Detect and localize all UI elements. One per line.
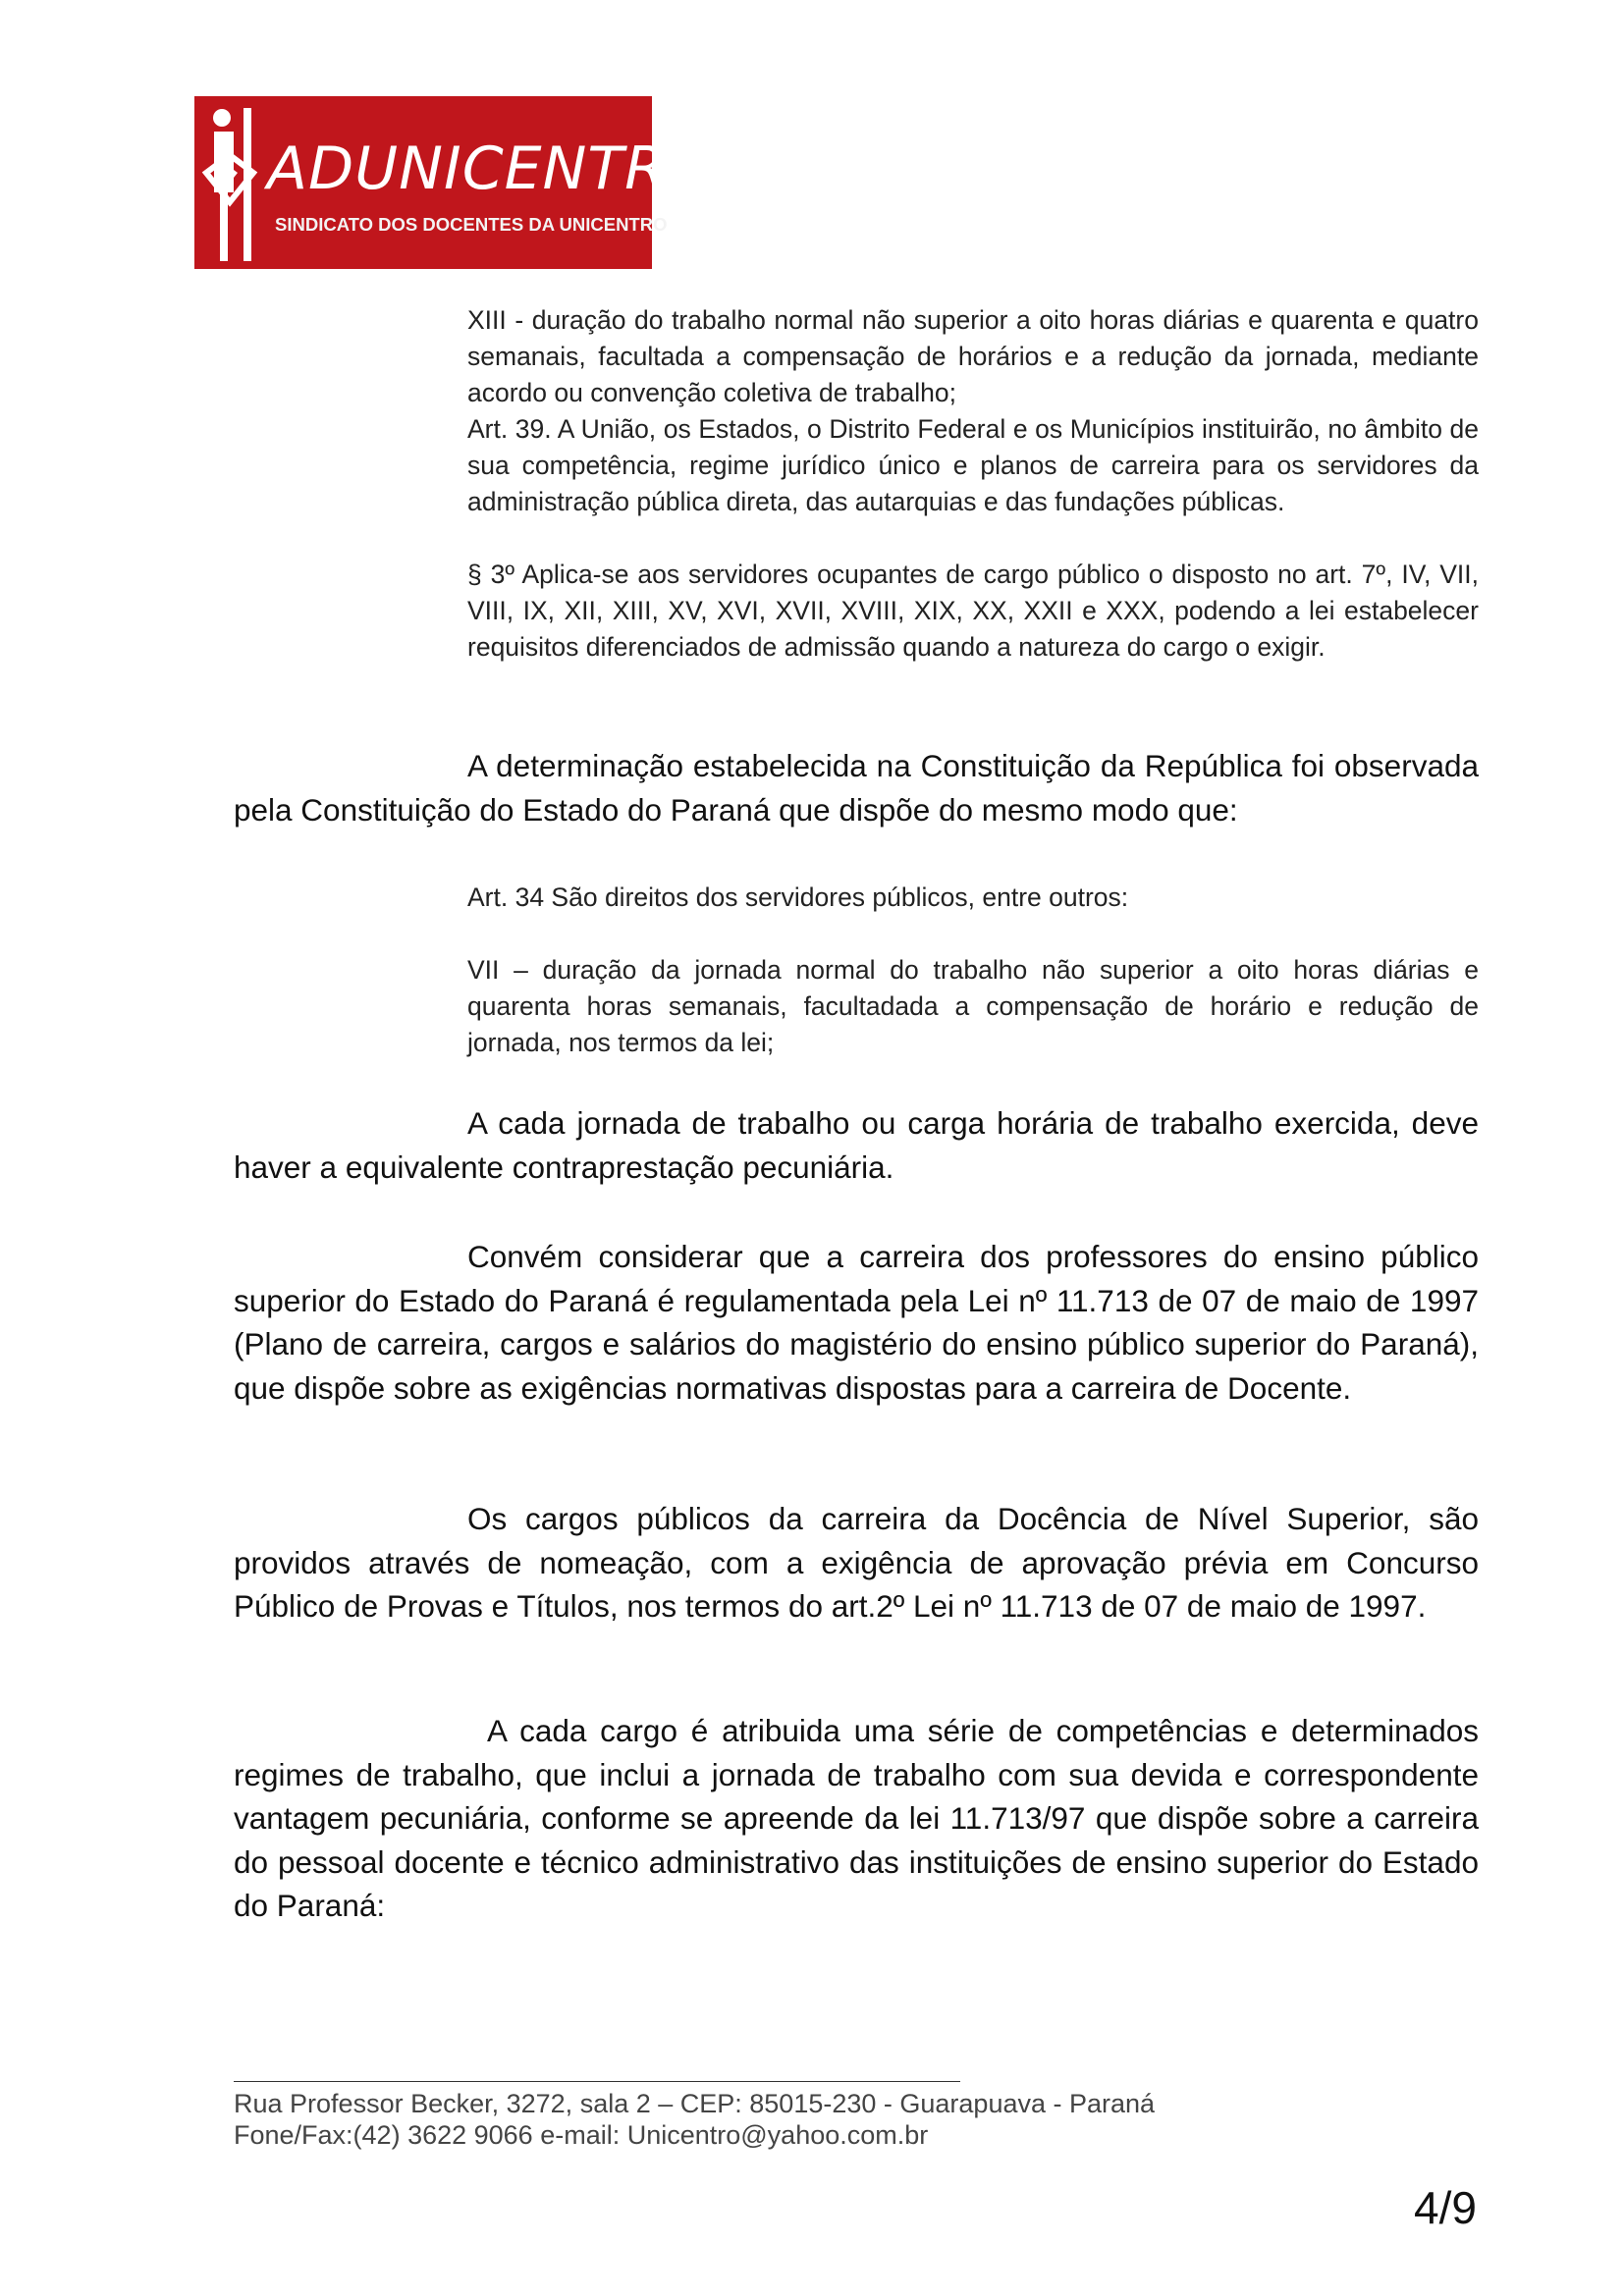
paragraph-text: A cada jornada de trabalho ou carga horária de trabalho exercida, deve haver a equivalente contraprestação pecuniária.	[234, 1105, 1479, 1185]
quote-block-state-constitution	[467, 880, 1479, 1061]
paragraph-text: A determinação estabelecida na Constituição da República foi observada pela Constituição do Estado do Paraná que dispõe do mesmo modo que:	[234, 748, 1479, 828]
body-paragraph	[234, 1101, 1479, 1189]
paragraph-text: Convém considerar que a carreira dos professores do ensino público superior do Estado do Paraná é regulamentada pela Lei nº 11.713 de 07 de maio de 1997 (Plano de carreira, cargos e salários do magistério do ensino público superior do Paraná), que dispõe sobre as exigências normativas dispostas para a carreira de Docente.	[234, 1239, 1479, 1406]
body-paragraph	[234, 1497, 1479, 1629]
quote-paragraph: XIII - duração do trabalho normal não superior a oito horas diárias e quarenta e quatro semanais, facultada a compensação de horários e a redução da jornada, mediante acordo ou convenção coletiva de trabalho;	[467, 305, 1479, 407]
logo-subtitle: SINDICATO DOS DOCENTES DA UNICENTRO	[275, 214, 668, 235]
person-figure-icon	[200, 104, 259, 265]
quote-block-constitution	[467, 302, 1479, 666]
quote-paragraph: VII – duração da jornada normal do trabalho não superior a oito horas diárias e quarenta horas semanais, facultadada a compensação de horário e redução de jornada, nos termos da lei;	[467, 955, 1479, 1057]
body-paragraph	[234, 1709, 1479, 1928]
paragraph-text: Os cargos públicos da carreira da Docência de Nível Superior, são providos através de nomeação, com a exigência de aprovação prévia em Concurso Público de Provas e Títulos, nos termos do art.2º Lei nº 11.713 de 07 de maio de 1997.	[234, 1501, 1479, 1624]
quote-paragraph: Art. 34 São direitos dos servidores públicos, entre outros:	[467, 882, 1129, 912]
paragraph-text: A cada cargo é atribuida uma série de competências e determinados regimes de trabalho, que inclui a jornada de trabalho com sua devida e correspondente vantagem pecuniária, conforme se apreende da lei 11.713/97 que dispõe sobre a carreira do pessoal docente e técnico administrativo das instituições de ensino superior do Estado do Paraná:	[234, 1713, 1479, 1923]
body-paragraph	[234, 1235, 1479, 1410]
union-logo	[194, 96, 714, 269]
footer-contact: Fone/Fax:(42) 3622 9066 e-mail: Unicentro@yahoo.com.br	[234, 2120, 929, 2150]
body-paragraph	[234, 744, 1479, 831]
page-number: 4/9	[1414, 2182, 1477, 2233]
logo-name: ADUNICENTRO	[267, 134, 714, 203]
footer-address: Rua Professor Becker, 3272, sala 2 – CEP: 85015-230 - Guarapuava - Paraná	[234, 2089, 1156, 2118]
footer-divider	[234, 2081, 960, 2082]
quote-paragraph: Art. 39. A União, os Estados, o Distrito Federal e os Municípios instituirão, no âmbito de sua competência, regime jurídico único e planos de carreira para os servidores da administração pública direta, das autarquias e das fundações públicas.	[467, 414, 1479, 516]
quote-paragraph: § 3º Aplica-se aos servidores ocupantes de cargo público o disposto no art. 7º, IV, VII, VIII, IX, XII, XIII, XV, XVI, XVII, XVIII, XIX, XX, XXII e XXX, podendo a lei estabelecer requisitos diferenciados de admissão quando a natureza do cargo o exigir.	[467, 560, 1479, 662]
